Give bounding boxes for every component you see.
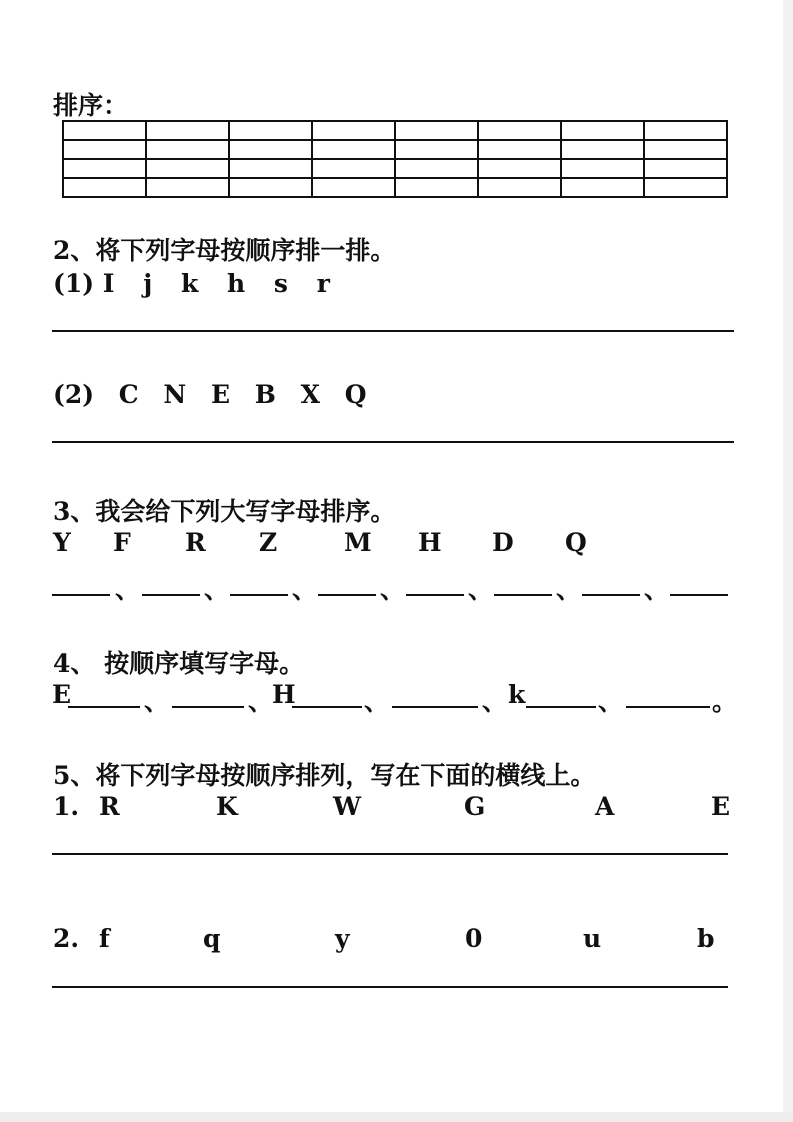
grid-cell[interactable]: [146, 140, 229, 159]
letter: s: [273, 269, 288, 298]
sorting-grid: [62, 120, 728, 198]
given-letter: k: [508, 680, 526, 709]
q2-item1: [53, 269, 330, 298]
grid-cell[interactable]: [644, 121, 727, 140]
separator: 、: [204, 575, 230, 604]
letter: G: [464, 792, 486, 821]
q3-answer-blanks: [52, 570, 734, 604]
grid-cell[interactable]: [146, 178, 229, 197]
letter: F: [113, 528, 131, 557]
separator: 、: [556, 575, 582, 604]
grid-cell[interactable]: [229, 121, 312, 140]
letter: f: [99, 924, 110, 953]
letter: A: [595, 792, 615, 821]
q4-title: 4、 按顺序填写字母。: [53, 649, 305, 678]
letter: R: [185, 528, 206, 557]
letter: u: [583, 924, 602, 953]
end-mark: 。: [712, 687, 738, 716]
q5-row1: [53, 792, 733, 824]
answer-blank[interactable]: [526, 706, 596, 708]
answer-blank[interactable]: [68, 706, 140, 708]
letter: Y: [53, 528, 71, 557]
letter: R: [99, 792, 120, 821]
letter: r: [316, 269, 330, 298]
answer-blank[interactable]: [494, 594, 552, 596]
grid-cell[interactable]: [561, 121, 644, 140]
answer-blank[interactable]: [52, 594, 110, 596]
separator: 、: [468, 575, 494, 604]
q3-letters: [53, 528, 733, 560]
q5-row2-prefix: 2.: [53, 924, 80, 953]
grid-cell[interactable]: [312, 159, 395, 178]
grid-cell[interactable]: [478, 178, 561, 197]
letter: h: [227, 269, 246, 298]
letter: B: [254, 380, 276, 409]
grid-cell[interactable]: [395, 159, 478, 178]
grid-cell[interactable]: [229, 159, 312, 178]
grid-cell[interactable]: [312, 121, 395, 140]
grid-cell[interactable]: [146, 159, 229, 178]
q5-title: 5、将下列字母按顺序排列，写在下面的横线上。: [53, 761, 596, 790]
answer-line[interactable]: [52, 853, 728, 855]
separator: 、: [144, 687, 170, 716]
answer-line[interactable]: [52, 986, 728, 988]
separator: 、: [380, 575, 406, 604]
letter: Z: [259, 528, 278, 557]
answer-blank[interactable]: [406, 594, 464, 596]
letter: K: [216, 792, 238, 821]
q5-row1-prefix: 1.: [53, 792, 80, 821]
answer-blank[interactable]: [172, 706, 244, 708]
answer-blank[interactable]: [670, 594, 728, 596]
grid-cell[interactable]: [63, 140, 146, 159]
answer-blank[interactable]: [582, 594, 640, 596]
q2-item2-prefix: (2): [53, 380, 95, 409]
separator: 、: [364, 687, 390, 716]
letter: b: [697, 924, 715, 953]
grid-cell[interactable]: [561, 140, 644, 159]
letter: X: [300, 380, 321, 409]
letter: E: [711, 792, 731, 821]
grid-cell[interactable]: [395, 178, 478, 197]
letter: I: [102, 269, 115, 298]
letter: q: [203, 924, 221, 953]
grid-cell[interactable]: [644, 140, 727, 159]
grid-cell[interactable]: [561, 159, 644, 178]
grid-cell[interactable]: [229, 178, 312, 197]
grid-cell[interactable]: [395, 140, 478, 159]
letter: E: [210, 380, 231, 409]
answer-blank[interactable]: [230, 594, 288, 596]
grid-cell[interactable]: [478, 140, 561, 159]
grid-cell[interactable]: [312, 140, 395, 159]
letter: k: [180, 269, 199, 298]
letter: N: [163, 380, 187, 409]
answer-blank[interactable]: [142, 594, 200, 596]
q5-row2: [53, 924, 733, 956]
q3-title: 3、我会给下列大写字母排序。: [53, 497, 396, 526]
grid-cell[interactable]: [395, 121, 478, 140]
separator: 、: [292, 575, 318, 604]
letter: 0: [465, 924, 483, 953]
separator: 、: [248, 687, 274, 716]
q4-sequence: [52, 680, 738, 716]
sort-label: 排序：: [53, 91, 129, 120]
grid-cell[interactable]: [146, 121, 229, 140]
scan-edge-right: [783, 0, 793, 1122]
letter: C: [118, 380, 139, 409]
answer-blank[interactable]: [392, 706, 478, 708]
grid-cell[interactable]: [478, 159, 561, 178]
grid-cell[interactable]: [312, 178, 395, 197]
letter: H: [418, 528, 442, 557]
letter: Q: [344, 380, 367, 409]
grid-cell[interactable]: [63, 159, 146, 178]
grid-cell[interactable]: [478, 121, 561, 140]
answer-line[interactable]: [52, 441, 734, 443]
grid-cell[interactable]: [644, 178, 727, 197]
grid-cell[interactable]: [229, 140, 312, 159]
grid-cell[interactable]: [63, 178, 146, 197]
grid-cell[interactable]: [644, 159, 727, 178]
letter: Q: [565, 528, 587, 557]
separator: 、: [115, 575, 141, 604]
separator: 、: [644, 575, 670, 604]
grid-cell[interactable]: [561, 178, 644, 197]
answer-blank[interactable]: [292, 706, 362, 708]
q2-item1-prefix: (1): [53, 269, 95, 298]
letter: y: [335, 924, 350, 953]
letter: j: [143, 269, 153, 298]
given-letter: H: [272, 680, 296, 709]
scan-edge-bottom: [0, 1112, 793, 1122]
separator: 、: [598, 687, 624, 716]
separator: 、: [482, 687, 508, 716]
letter: D: [492, 528, 514, 557]
answer-line[interactable]: [52, 330, 734, 332]
letter: M: [344, 528, 372, 557]
q2-item2: [53, 380, 367, 409]
letter: W: [333, 792, 362, 821]
answer-blank[interactable]: [626, 706, 710, 708]
given-letter: E: [52, 680, 72, 709]
q2-title: 2、将下列字母按顺序排一排。: [53, 236, 396, 265]
answer-blank[interactable]: [318, 594, 376, 596]
grid-cell[interactable]: [63, 121, 146, 140]
